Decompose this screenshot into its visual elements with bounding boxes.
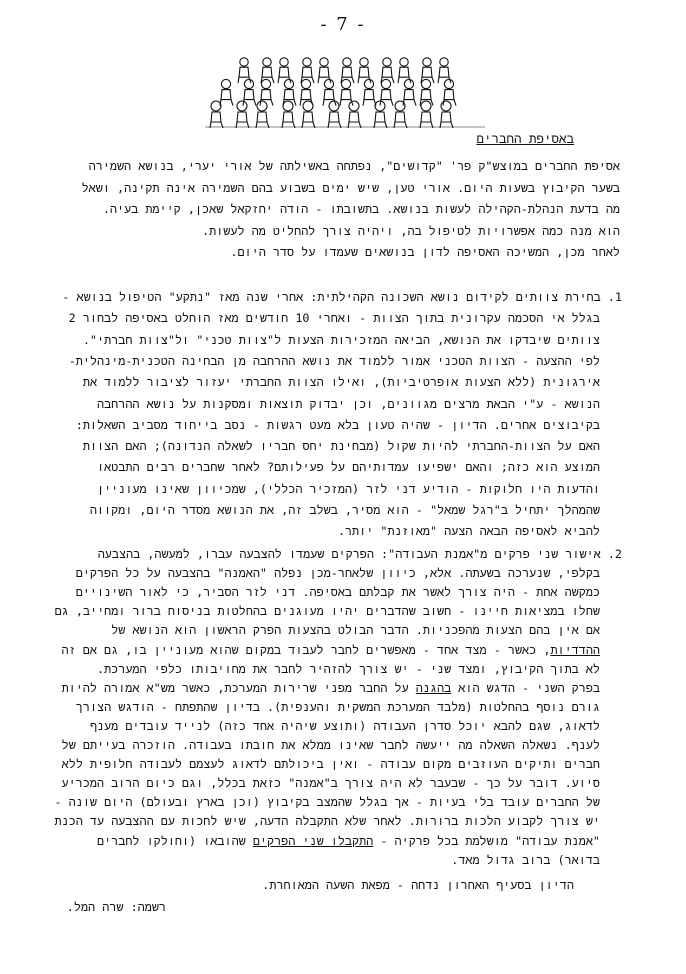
item1-line: בגלל אי הסכמה עקרונית בתוך הצוות - ואחרי 10 חודשים מאז הוחלט באסיפה לבחור 2 <box>68 311 600 326</box>
item2-line: חברים ותיקים העוזבים מקום עבודה - ואין ביכולתם לדאוג לעצמם לעבודה חלופית ללא <box>61 757 600 772</box>
item1-line: לפי ההצעה - הצוות הטכני אמור ללמוד את נושא ההרחבה מן הבחינה הטכנית-מינהלית- <box>68 353 600 368</box>
recorder-signature: רשמה: שרה המל. <box>66 900 166 914</box>
item2-line: ההדדיות, כאשר - מצד אחד - מאפשרים לחבר לעבוד במקום שהוא מעוניין בו, גם אם זה <box>61 642 600 657</box>
item2-line: שחלו במציאות חיינו - חשוב שהדברים יהיו מעוגנים בהחלטות בניסוח ברור ומחייב, גם <box>54 604 600 619</box>
item1-line: 1. בחירת צוותים לקידום נושא השכונה הקהילתית: אחרי שנה מאז "נתקע" הטיפול בנושא - <box>62 290 622 304</box>
intro-line: לאחר מכן, המשיכה האסיפה לדון בנושאים שעמדו על סדר היום. <box>230 245 620 259</box>
item1-line: המוצע הוא כזה; והאם ישפיעו עמדותיהם על פעילותם? לאחר שחברים רבים התבטאו <box>97 460 600 475</box>
item2-line: לא בתוך הקיבוץ, ומצד שני - יש צורך להזהיר לחבר את מחויבותו כלפי המערכת. <box>97 661 600 676</box>
item1-line: והדעות היו חלוקות - הודיע דני לזר (המזכיר הכללי), שמכיוון שאינו מעוניין <box>97 481 600 496</box>
item2-line: אם אין בהם הצעות מהפכניות. הדבר הבולט בהצעות הפרק הראשון הוא הנושא של <box>111 623 600 638</box>
closing-note: הדיון בסעיף האחרון נדחה - מפאת השעה המאוחרת. <box>262 878 574 892</box>
item2-line: לענף. נשאלה השאלה מה ייעשה לחבר שאינו ממלא את חובתו בעבודה. הוזכרה בעייתם של <box>61 738 600 752</box>
item1-line: צוותים שיבדקו את הנושא, הביאה המזכירות הצעות ל"צוות טכני" ול"צוות חברתי". <box>82 332 600 347</box>
intro-line: מה בדעת הנהלת-הקהילה לעשות בנושא. בתשובתו - הודה יחזקאל שאכן, קיימת בעיה. <box>102 202 620 216</box>
item1-line: אירגונית (ללא הצעות אופרטיביות), ואילו הצוות החברתי יעזור לציבור ללמוד את <box>82 375 600 390</box>
item1-line: האם על הצוות-החברתי להיות שקול (מבחינת יחס חבריו לשאלה הנדונה); האם הצוות <box>82 439 600 454</box>
item2-line: "אמנת עבודה" מושלמת בכל פרקיה - התקבלו שני הפרקים שהובאו (וחולקו לחברים <box>97 833 600 848</box>
item2-line: סיוע. דובר על כך - שבעבר לא היה צורך ב"אמנה" כזאת בכלל, וגם כיום הרוב המכריע <box>61 776 600 791</box>
underlined-phrase: התקבלו שני הפרקים <box>252 833 374 848</box>
item2-line: בפרק השני - הדגש הוא בהגנה על החבר מפני שרירות המערכת, כאשר מש"א אמורה להיות <box>61 680 600 695</box>
intro-line: אסיפת החברים במוצש"ק פר' "קדושים", נפתחה באשילתה של אורי יערי, בנושא השמירה <box>88 159 620 173</box>
underlined-phrase: ההדדיות <box>550 642 600 657</box>
item2-line: 2. אישור שני פרקים מ"אמנת העבודה": הפרקים שעמדו להצבעה עברו, למעשה, בהצבעה <box>97 547 622 561</box>
item1-line: שהמהלך יתחיל ב"רגל שמאל" - הוא מסיר, בשלב זה, את הנושא מסדר היום, ומקווה <box>89 503 600 517</box>
page-number: - 7 - <box>320 14 366 35</box>
item2-line: בדואר) ברוב גדול מאד. <box>451 852 600 867</box>
item1-line: הנושא - ע"י הבאת מרצים מגוונים, וכן יבדוק תוצאות ומסקנות על נושא ההרחבה <box>97 396 600 411</box>
item1-line: בקיבוצים אחרים. הדיון - שהיה טעון בלא מעט רגשות - נסב בייחוד מסביב השאלות: <box>75 417 600 432</box>
intro-line: הוא מנה כמה אפשרויות לטיפול בה, ויהיה צורך להחליט מה לעשות. <box>202 223 620 238</box>
intro-line: בשער הקיבוץ בשעות היום. אורי טען, שיש ימים בשבוע בהם השמירה אינה תקינה, ושאל <box>81 180 620 195</box>
underlined-phrase: בהגנה <box>415 680 452 695</box>
item2-line: יש צורך לקבוע הלכות ברורות. לאחר שלא התקבלה הדעה, שיש לחכות עם ההצבעה עד הכנת <box>54 814 600 829</box>
item2-line: של החברים עובד בלי בעיות - אך בגלל שהמצב בקיבוץ (וכן בארץ ובעולם) היום שונה - <box>54 795 600 810</box>
item1-line: להביא לאסיפה הבאה הצעה "מאוזנת" יותר. <box>337 524 600 539</box>
item2-line: כמקשה אחת - היה צורך לאשר את קבלתם באסיפה. דני לזר הסביר, כי לאור השינויים <box>75 585 600 600</box>
item2-line: בקלפי, שנערכה בשעתה. אלא, כיוון שלאחר-מכן נפלה "האמנה" בהצבעה על כל הפרקים <box>75 566 600 581</box>
section-title: באסיפת החברים <box>476 131 574 146</box>
assembly-illustration <box>205 48 485 128</box>
item2-line: גורם נוסף בהחלטות (מלבד המערכת המשקית והענפית). בדיון שהתפתח - הודגש הצורך <box>75 699 600 714</box>
item2-line: לדאוג, שגם להבא יוכל סדרן העבודה (ותוצע שיהיה אחד כזה) לנייד עובדים מענף <box>89 718 600 733</box>
